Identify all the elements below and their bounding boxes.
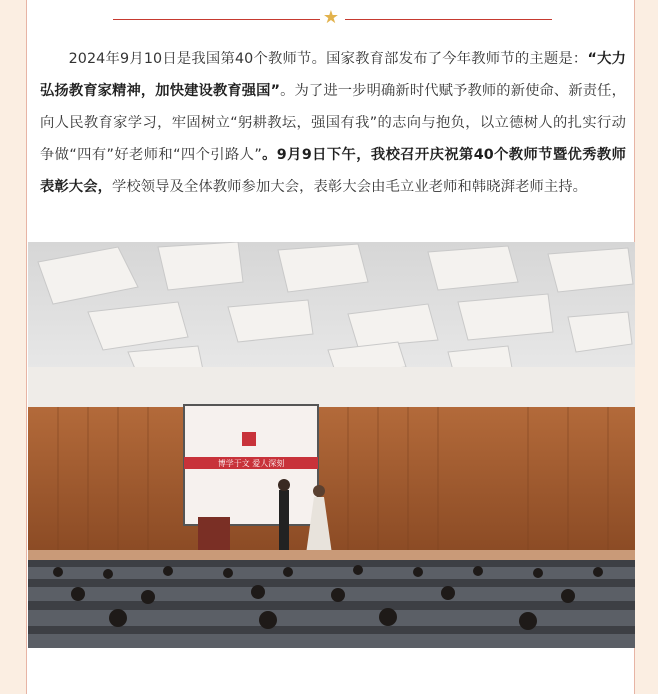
screen-caption: 博学于文 爱人深刻 xyxy=(217,459,285,468)
article-theme-bold: “大力弘扬教育家精神，加快建设教育强国” xyxy=(40,51,626,99)
auditorium-illustration xyxy=(28,242,635,648)
article-text-part3: 。为了进一步明确新时代赋予教师的新使命、新责任，向人民教育家学习，牢固树立“躬耕教坛，强国有我”的志向与抱负，以立德树人的扎实行动争做“四有”好老师和“四个引路人” xyxy=(40,83,626,163)
article-text xyxy=(40,43,626,203)
article-text-part1: 2024年9月10日是我国第40个教师节。国家教育部发布了今年教师节的主题是： xyxy=(68,51,588,67)
article-meeting-bold: 。9月9日下午，我校召开庆祝第40个教师节暨优秀教师表彰大会， xyxy=(40,147,626,195)
article-text-part5: 学校领导及全体教师参加大会，表彰大会由毛立业老师和韩晓湃老师主持。 xyxy=(111,179,588,195)
divider-line-right xyxy=(345,19,552,20)
star-icon: ★ xyxy=(322,7,340,28)
divider-line-left xyxy=(113,19,320,20)
article-paragraph xyxy=(40,43,626,203)
event-photo xyxy=(28,242,635,648)
article-card xyxy=(26,0,635,694)
